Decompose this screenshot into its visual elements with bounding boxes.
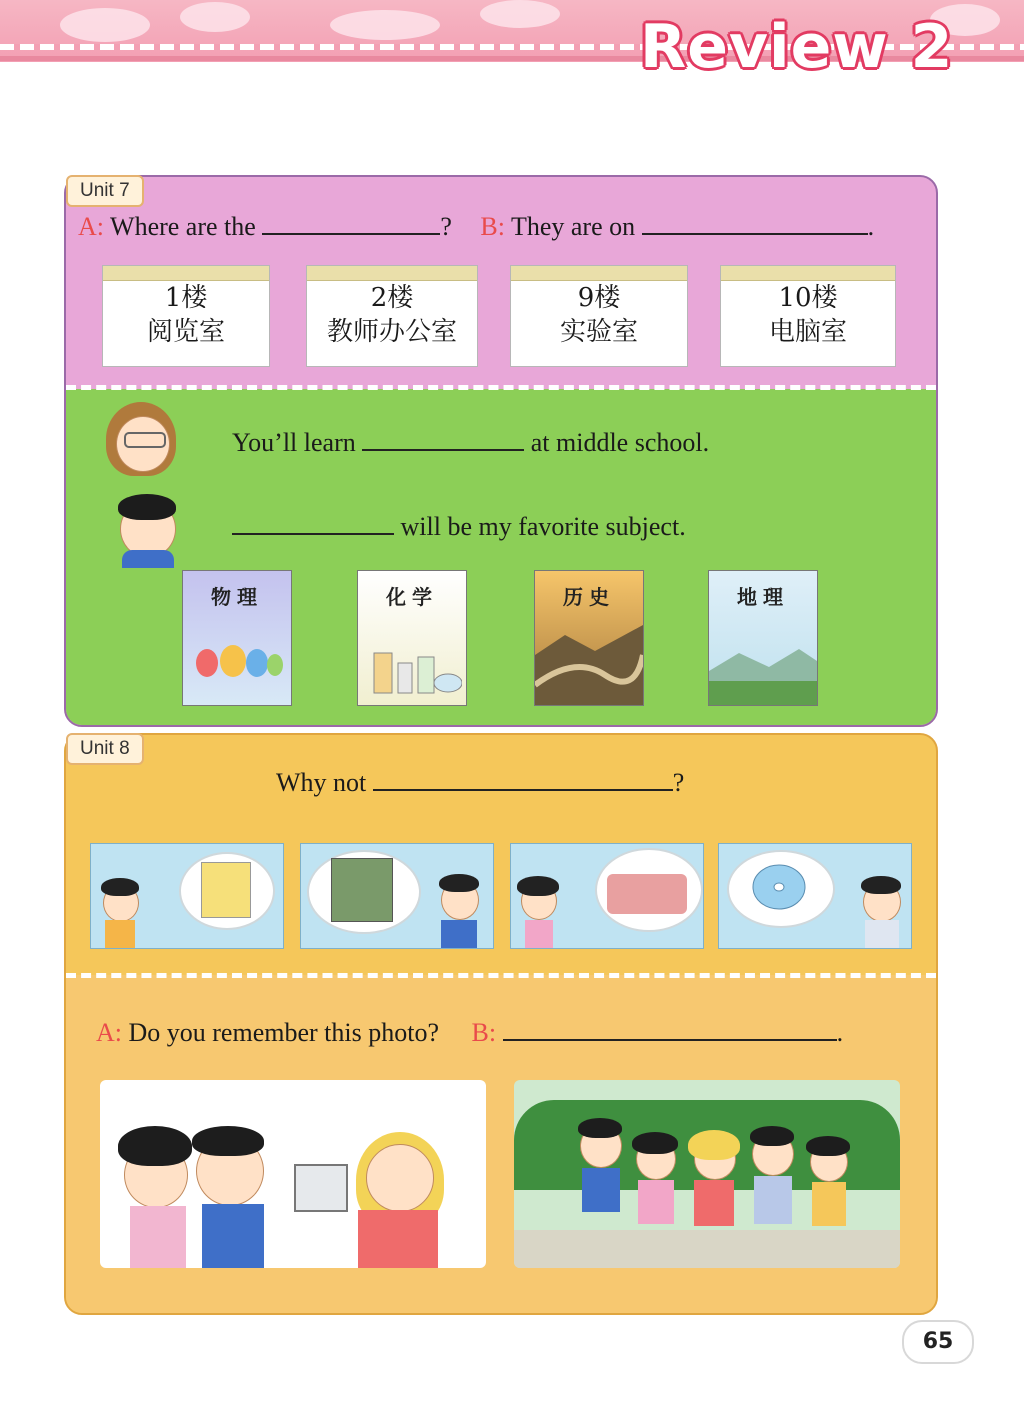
answer-blank[interactable] (373, 769, 673, 791)
answer-blank[interactable] (262, 213, 440, 235)
cd-icon (749, 858, 809, 916)
answer-blank[interactable] (362, 429, 524, 451)
unit7-tab: Unit 7 (66, 175, 144, 207)
yearbook-icon (201, 862, 251, 918)
favorite-sentence (232, 512, 686, 542)
room-floor: 10楼 (778, 283, 838, 313)
hamster-cage-icon (294, 1164, 348, 1212)
physics-book (182, 570, 292, 706)
room-name: 教师办公室 (326, 317, 457, 347)
learn-sentence (232, 428, 709, 458)
hot-air-balloons-icon (193, 645, 283, 691)
room-card (306, 265, 478, 367)
question-mark: ? (672, 768, 685, 797)
room-name: 实验室 (559, 317, 638, 347)
scene-yearbook (90, 843, 284, 949)
room-floor: 1楼 (164, 283, 208, 313)
speaker-a-label: A: (78, 212, 104, 241)
scene-class-picture (510, 843, 704, 949)
class-photo-icon (331, 858, 393, 922)
boy-avatar (110, 488, 186, 568)
remember-photo-line (96, 1018, 843, 1048)
landscape-icon (709, 641, 817, 705)
answer-text: They are on (510, 212, 636, 241)
answer-blank[interactable] (642, 213, 868, 235)
room-name: 电脑室 (768, 317, 847, 347)
period: . (836, 1018, 844, 1047)
page-number: 65 (902, 1320, 974, 1364)
scene-photo-album (300, 843, 494, 949)
question-text: Why not (276, 768, 367, 797)
section-divider (66, 385, 936, 390)
unit8-tab: Unit 8 (66, 733, 144, 765)
question-mark: ? (440, 212, 452, 241)
chemistry-book (357, 570, 467, 706)
scene-cd (718, 843, 912, 949)
book-title: 化学 (386, 585, 438, 609)
answer-blank[interactable] (232, 513, 394, 535)
answer-blank[interactable] (503, 1019, 837, 1041)
speaker-a-label: A: (96, 1018, 122, 1047)
period: . (867, 212, 875, 241)
speaker-b-label: B: (471, 1018, 497, 1047)
question-text: Where are the (110, 212, 256, 241)
room-card (102, 265, 270, 367)
why-not-line (276, 768, 684, 798)
geography-book (708, 570, 818, 706)
room-name: 阅览室 (146, 317, 225, 347)
book-title: 地理 (737, 585, 789, 609)
page-title: Review 2 (640, 12, 954, 82)
photo-group (514, 1080, 900, 1268)
classmates-icon (607, 874, 687, 914)
room-floor: 9楼 (577, 283, 621, 313)
sentence-part: will be my favorite subject. (400, 512, 686, 541)
lab-bottles-icon (366, 633, 462, 697)
sentence-part: at middle school. (530, 428, 710, 457)
great-wall-icon (535, 615, 643, 705)
section-divider (66, 973, 936, 978)
teacher-avatar (102, 398, 186, 482)
room-card (510, 265, 688, 367)
sentence-part: You’ll learn (232, 428, 356, 457)
room-floor: 2楼 (370, 283, 414, 313)
photo-hamster (100, 1080, 486, 1268)
room-card (720, 265, 896, 367)
speaker-b-label: B: (480, 212, 505, 241)
question-text: Do you remember this photo? (128, 1018, 439, 1047)
history-book (534, 570, 644, 706)
unit7-dialogue-line (78, 212, 874, 242)
book-title: 物理 (211, 585, 263, 609)
book-title: 历史 (563, 585, 615, 609)
